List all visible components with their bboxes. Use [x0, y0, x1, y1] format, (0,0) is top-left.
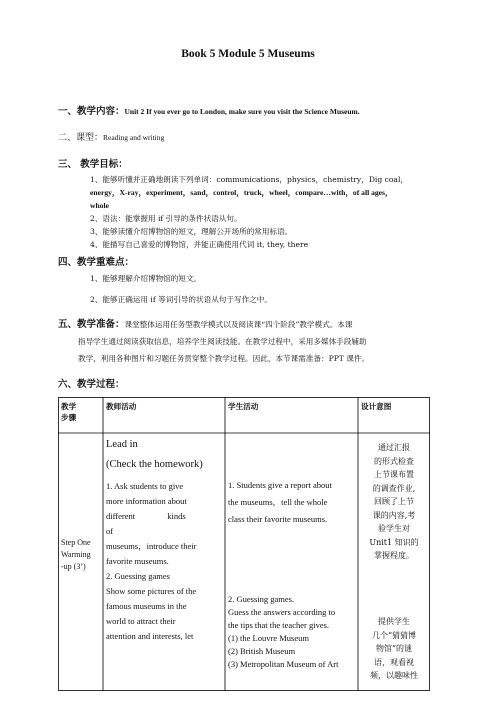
design-line: 物馆”的谜: [375, 644, 413, 653]
design-line: 提供学生: [378, 617, 410, 626]
student-line: Guess the answers according to: [228, 607, 336, 617]
document-title: Book 5 Module 5 Museums: [181, 48, 315, 60]
student-line: the tips that the teacher gives.: [228, 620, 330, 630]
design-cell-a: [361, 441, 427, 563]
header-step-line: 步骤: [61, 413, 77, 422]
teacher-line: 1. Ask students to give: [106, 481, 184, 491]
section-1-text: Unit 2 If you ever go to London, make sure you visit the Science Museum.: [124, 107, 360, 116]
design-line: 频，以趣味性: [370, 671, 418, 680]
goal-item: 2、语法：能掌握用 if 引导的条件状语从句。: [90, 214, 242, 223]
section-1-label: 一、教学内容：: [58, 106, 125, 117]
goal-item: 3、能够读懂介绍博物馆的短文，理解公开场所的常用标语。: [90, 227, 293, 236]
student-line: class their favorite museums.: [228, 514, 328, 524]
student-line: (2) British Museum: [228, 646, 296, 656]
section-5-label: 五、教学准备：: [58, 319, 125, 330]
design-line: Unit1 知识的: [369, 537, 419, 547]
section-5-line-1: 课堂整体运用任务型教学模式以及阅读课“四个阶段”教学模式。本课: [124, 320, 353, 329]
design-line: 几个“猜猜博: [371, 630, 417, 640]
teacher-cell: [106, 437, 222, 644]
design-line: 语，观看视: [374, 657, 414, 667]
section-1: [58, 103, 360, 117]
student-line: 1. Students give a report about: [228, 480, 332, 490]
design-line: 课的内容,考: [372, 510, 416, 520]
teacher-line: world to attract their: [106, 616, 176, 626]
design-cell-b: [361, 615, 427, 683]
goal-item: energy，X-ray，experiment，sand，control，truck，wheel，compare…with，of all ages，: [90, 188, 393, 197]
header-teacher: 教师活动: [106, 402, 137, 411]
section-4-label: 四、教学重难点：: [58, 257, 135, 268]
teacher-line: 2. Guessing games: [106, 571, 170, 581]
section-5-line-2: 指导学生通过阅读获取信息，培养学生阅读技能。在教学过程中，采用多媒体手段辅助: [78, 337, 367, 346]
student-line: (3) Metropolitan Museum of Art: [228, 659, 339, 669]
design-line: 的形式检查: [374, 456, 414, 466]
check-homework: (Check the homework): [106, 459, 203, 470]
header-student: 学生活动: [228, 402, 259, 411]
goal-item: 4、能描写自己喜爱的博物馆，并能正确使用代词 it, they, there: [90, 240, 309, 249]
header-design: 设计意图: [361, 402, 392, 411]
step-line: Warming: [61, 550, 91, 559]
design-line: 回顾了上节: [374, 497, 414, 506]
header-step-line: 教学: [61, 402, 77, 411]
section-5: [58, 318, 353, 332]
design-line: 的调查作业,: [372, 483, 416, 493]
teacher-line: museums，introduce their: [106, 541, 197, 551]
student-line: the museums，tell the whole: [228, 497, 328, 507]
section-5-line-3: 教学，利用各种图片和习题任务贯穿整个教学过程。因此，本节课需准备：PPT 课件。: [78, 354, 370, 363]
teacher-line: more information about: [106, 496, 187, 506]
step-cell: [61, 537, 103, 573]
student-cell-a: [228, 477, 356, 528]
student-line: (1) the Louvre Museum: [228, 633, 309, 643]
step-line: Step One: [61, 538, 91, 547]
section-2-label: 二、课型：: [58, 133, 104, 143]
student-cell-b: [228, 593, 356, 671]
step-line: -up (3’): [61, 562, 86, 571]
design-line: 验学生对: [378, 524, 410, 533]
goal-item: whole: [90, 201, 109, 210]
key-point-item: 1、能够理解介绍博物馆的短文。: [90, 274, 202, 283]
teacher-line: famous museums in the: [106, 601, 187, 611]
goal-item: 1、能够听懂并正确地朗读下列单词：communications，physics，chemistry，Dig coal，: [90, 175, 408, 184]
teacher-line: favorite museums.: [106, 556, 169, 566]
design-line: 通过汇报: [378, 443, 410, 452]
lead-in-heading: Lead in: [106, 439, 138, 450]
teacher-line: Show some pictures of the: [106, 586, 197, 596]
section-3-label: 三、 教学目标：: [58, 159, 128, 170]
student-line: 2. Guessing games.: [228, 594, 295, 604]
section-2: [58, 130, 164, 143]
teacher-line: different kinds of: [106, 511, 186, 536]
key-point-item: 2、能够正确运用 if 等词引导的状语从句于写作之中。: [90, 295, 272, 304]
design-line: 掌握程度。: [374, 551, 414, 560]
teacher-line: attention and interests, let: [106, 631, 194, 641]
section-2-text: Reading and writing: [103, 133, 165, 142]
section-6-label: 六、教学过程：: [58, 379, 125, 390]
header-step: [58, 399, 106, 425]
lesson-process-table: [58, 397, 430, 691]
teacher-lines: [106, 479, 222, 644]
design-line: 上节课布置: [374, 470, 414, 479]
